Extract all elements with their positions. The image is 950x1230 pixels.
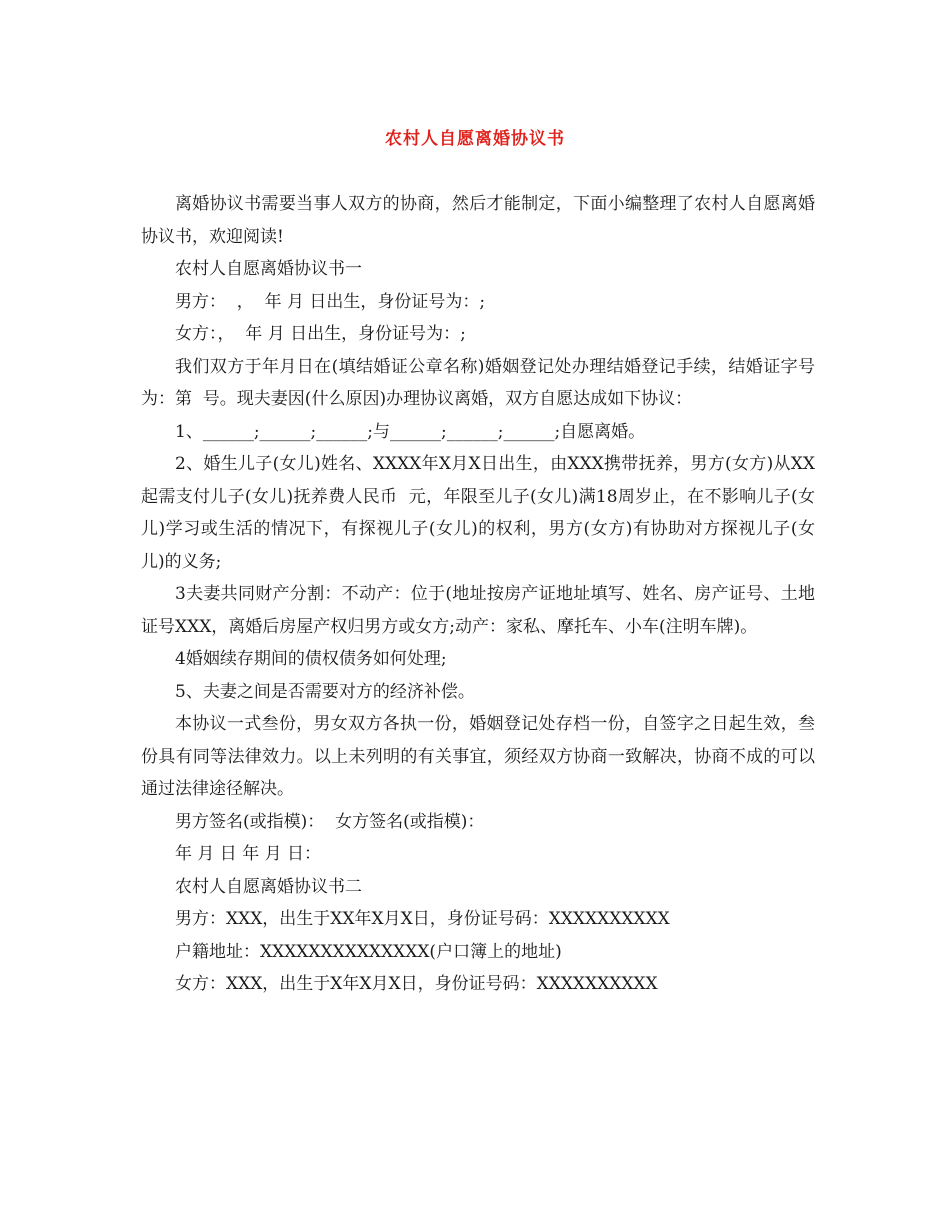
document-body — [141, 188, 815, 1001]
clause-3: 3夫妻共同财产分割：不动产：位于(地址按房产证地址填写、姓名、房产证号、土地证号XXX，离婚后房屋产权归男方或女方;动产：家私、摩托车、小车(注明车牌)。 — [141, 584, 815, 637]
wife-info: 女方：， 年 月 日出生，身份证号为：; — [175, 324, 466, 344]
clause-2: 2、婚生儿子(女儿)姓名、XXXX年X月X日出生，由XXX携带抚养，男方(女方)从XX起需支付儿子(女儿)抚养费人民币 元，年限至儿子(女儿)满18周岁止，在不影响儿子(女儿)学习或生活的情况下，有探视儿子(女儿)的权利，男方(女方)有协助对方探视儿子(女儿)的义务; — [141, 454, 815, 572]
signature-line: 男方签名(或指模)： 女方签名(或指模)： — [175, 811, 485, 832]
intro-paragraph: 离婚协议书需要当事人双方的协商，然后才能制定，下面小编整理了农村人自愿离婚协议书，欢迎阅读! — [141, 194, 815, 247]
section-heading-one: 农村人自愿离婚协议书一 — [175, 259, 362, 279]
household-address: 户籍地址：XXXXXXXXXXXXXX(户口簿上的地址) — [175, 941, 562, 962]
husband-info: 男方： ， 年 月 日出生，身份证号为：; — [175, 291, 486, 312]
date-line: 年 月 日 年 月 日： — [175, 844, 322, 864]
section-heading-two: 农村人自愿离婚协议书二 — [175, 876, 362, 897]
document-title: 农村人自愿离婚协议书 — [385, 129, 565, 149]
wife-info-two: 女方：XXX，出生于X年X月X日，身份证号码：XXXXXXXXXX — [175, 974, 658, 994]
clause-1: 1、______;______;______;与______;______;______;自愿离婚。 — [175, 421, 646, 442]
marriage-registration-paragraph: 我们双方于年月日在(填结婚证公章名称)婚姻登记处办理结婚登记手续，结婚证字号为：第 号。现夫妻因(什么原因)办理协议离婚，双方自愿达成如下协议： — [141, 356, 815, 409]
clause-5: 5、夫妻之间是否需要对方的经济补偿。 — [175, 681, 475, 702]
clause-4: 4婚姻续存期间的债权债务如何处理; — [175, 649, 447, 669]
agreement-validity-paragraph: 本协议一式叁份，男女双方各执一份，婚姻登记处存档一份，自签字之日起生效，叁份具有同等法律效力。以上未列明的有关事宜，须经双方协商一致解决，协商不成的可以通过法律途径解决。 — [141, 714, 815, 799]
husband-info-two: 男方：XXX，出生于XX年X月X日，身份证号码：XXXXXXXXXX — [175, 909, 670, 929]
